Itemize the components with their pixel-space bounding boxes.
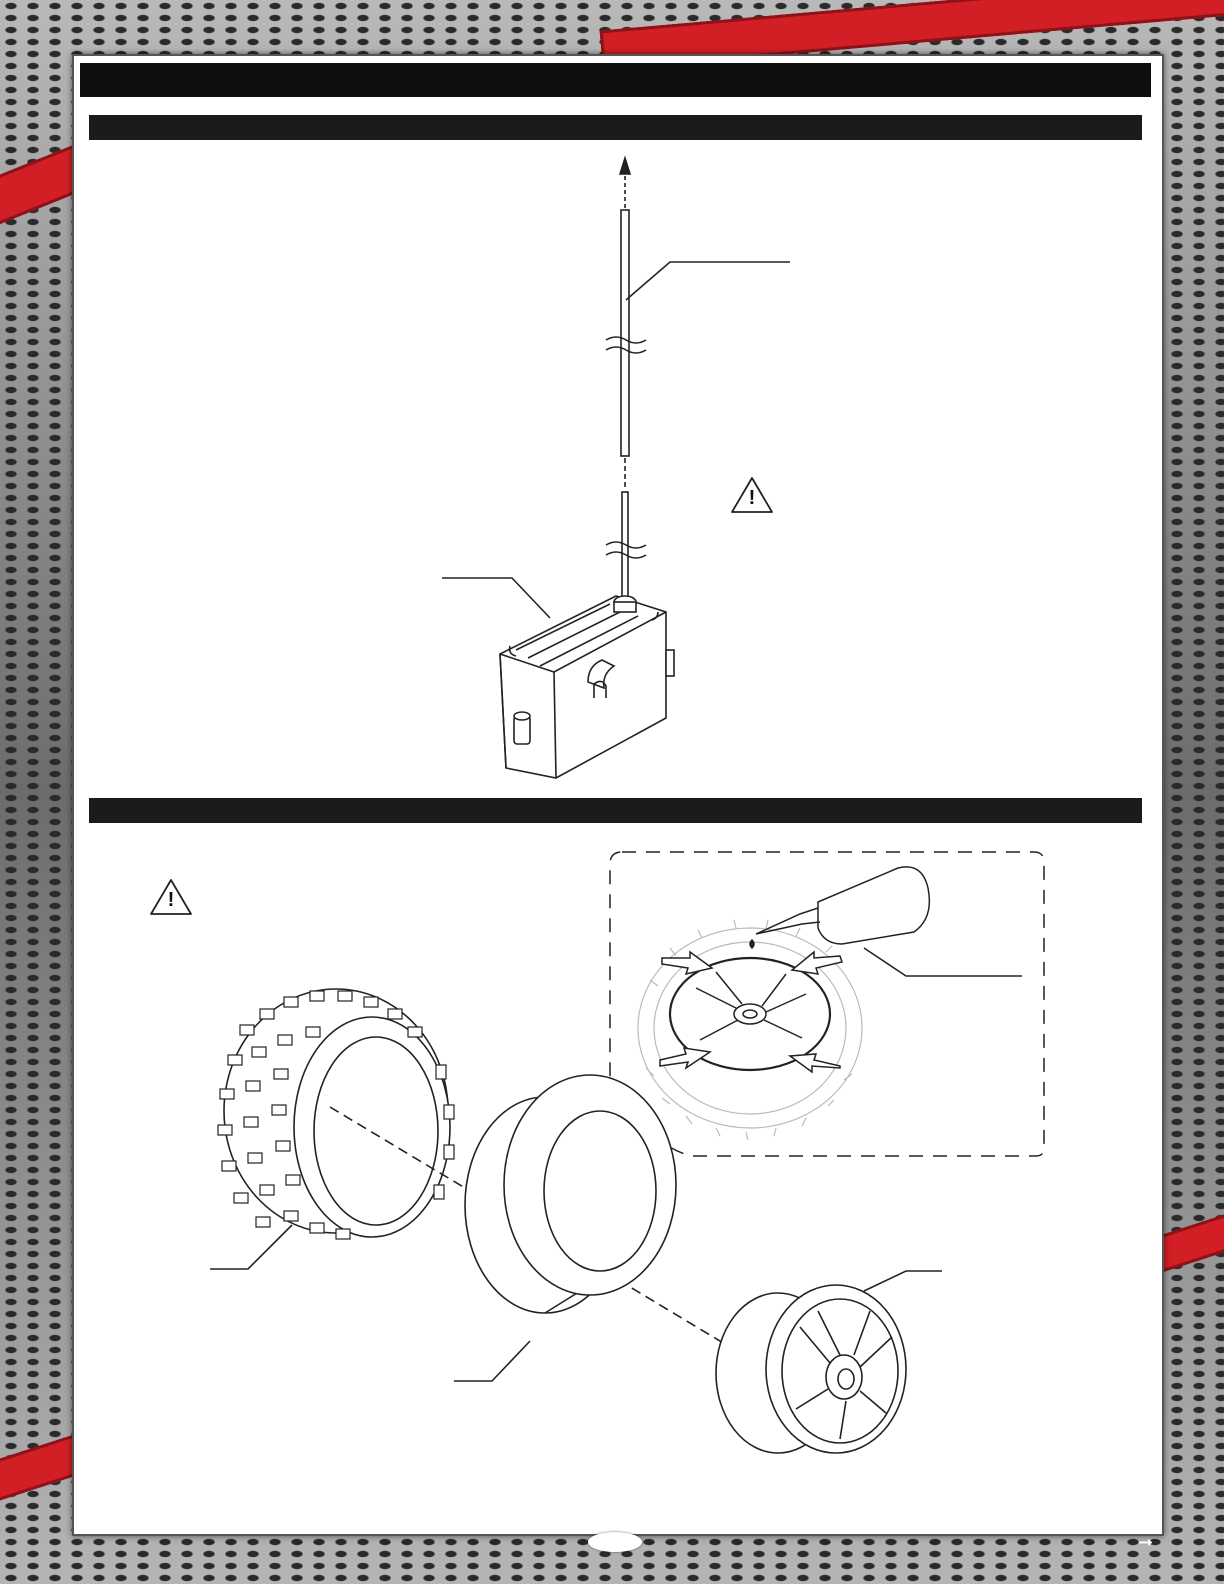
- warning-triangle-icon: [730, 476, 774, 514]
- tire-assembly-exploded-diagram: [200, 985, 950, 1455]
- warning-triangle-icon: [149, 878, 193, 916]
- section-header-bar-antenna: [89, 115, 1142, 140]
- section-header-bar-tires: [89, 798, 1142, 823]
- arrow-right-icon[interactable]: ➞: [1138, 1532, 1154, 1553]
- warning-symbol: !: [748, 487, 756, 509]
- page-header-bar: [80, 63, 1151, 97]
- warning-symbol: !: [167, 889, 175, 911]
- page-number-badge: [588, 1532, 642, 1552]
- receiver-antenna-diagram: [420, 150, 840, 790]
